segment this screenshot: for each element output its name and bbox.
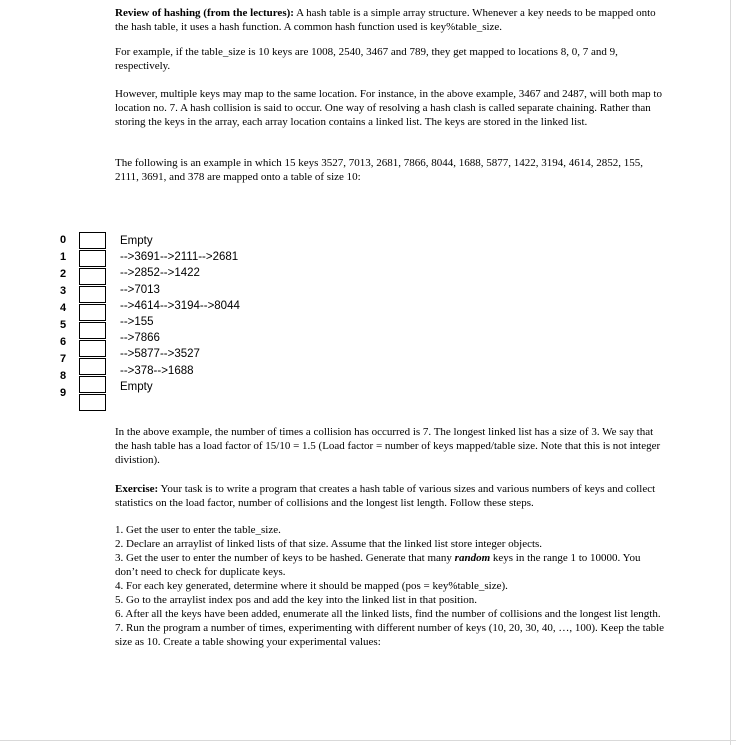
table-slot (79, 358, 106, 375)
step-3-text-a: 3. Get the user to enter the number of keys to be hashed. Generate that many (115, 552, 455, 564)
table-chain: -->7013 (120, 283, 160, 296)
table-chain: Empty (120, 380, 153, 393)
step-3-text-b: keys in the range 1 to 10000. You don’t need to check for duplicate keys. (115, 552, 641, 578)
table-index: 2 (59, 268, 67, 280)
table-slot (79, 286, 106, 303)
stats-paragraph: In the above example, the number of times a collision has occurred is 7. The longest linked list has a size of 3. We say that the hash table has a load factor of 15/10 = 1.5 (Load factor = number of keys mapped/table size. Note that this is not integer divistion). (115, 426, 661, 466)
review-body: A hash table is a simple array structure. Whenever a key needs to be mapped onto the hash table, it uses a hash function. A common hash function used is key%table_size. (115, 7, 656, 33)
step-item: 4. For each key generated, determine where it should be mapped (pos = key%table_size). (115, 580, 508, 592)
steps-list (115, 523, 665, 649)
table-chain: -->155 (120, 315, 154, 328)
table-chain: Empty (120, 235, 153, 247)
table-index: 1 (59, 251, 67, 263)
table-index: 9 (59, 387, 67, 399)
table-chain: -->7866 (120, 332, 160, 345)
table-chain: -->5877-->3527 (120, 348, 200, 361)
hash-table-slots (79, 232, 106, 412)
step-item: 2. Declare an arraylist of linked lists of that size. Assume that the linked list store integer objects. (115, 538, 543, 550)
hash-table-indices (56, 232, 70, 402)
table-slot (79, 232, 106, 249)
table-slot (79, 376, 106, 393)
table-index: 4 (59, 302, 67, 314)
step-item: 6. After all the keys have been added, enumerate all the linked lists, find the number of collisions and the longest list length. (115, 608, 661, 620)
table-index: 5 (59, 319, 67, 331)
table-slot (79, 268, 106, 285)
review-paragraph (115, 6, 665, 34)
table-slot (79, 394, 106, 411)
exercise-paragraph (115, 482, 665, 510)
table-chain: -->4614-->3194-->8044 (120, 299, 240, 312)
table-index: 0 (59, 234, 67, 246)
hash-table-chains (120, 233, 240, 395)
table-index: 7 (59, 353, 67, 365)
following-paragraph: The following is an example in which 15 keys 3527, 7013, 2681, 7866, 8044, 1688, 5877, 1422, 3194, 4614, 2852, 155, 2111, 3691, and 378 are mapped onto a table of size 10: (115, 157, 643, 183)
step-item: 7. Run the program a number of times, experimenting with different number of keys (10, 20, 30, 40, …, 100). Keep the table size as 10. Create a table showing your experimental values: (115, 622, 665, 648)
step-3-emphasis: random (454, 552, 491, 564)
step-item (115, 551, 665, 579)
collision-paragraph: However, multiple keys may map to the same location. For instance, in the above example, 3467 and 2487, will both map to location no. 7. A hash collision is said to occur. One way of resolving a hash clash is called separate chaining. Rather than storing the keys in the array, each array location contains a linked list. The keys are stored in the linked list. (115, 88, 662, 128)
table-slot (79, 250, 106, 267)
table-slot (79, 322, 106, 339)
exercise-body: Your task is to write a program that creates a hash table of various sizes and various numbers of keys and collect statistics on the load factor, number of collisions and the longest list length. Follow these steps. (115, 483, 656, 509)
page-bottom-border (0, 740, 736, 741)
table-index: 8 (59, 370, 67, 382)
step-item: 5. Go to the arraylist index pos and add the key into the linked list in that position. (115, 594, 478, 606)
table-index: 3 (59, 285, 67, 297)
table-chain: -->2852-->1422 (120, 267, 200, 280)
table-slot (79, 340, 106, 357)
step-item: 1. Get the user to enter the table_size. (115, 524, 281, 536)
review-heading: Review of hashing (from the lectures): (115, 7, 294, 19)
table-chain: -->378-->1688 (120, 364, 194, 377)
example-paragraph: For example, if the table_size is 10 keys are 1008, 2540, 3467 and 789, they get mapped to locations 8, 0, 7 and 9, respectively. (115, 46, 618, 72)
page-right-border (730, 0, 731, 745)
table-chain: -->3691-->2111-->2681 (120, 251, 239, 264)
table-index: 6 (59, 336, 67, 348)
exercise-heading: Exercise: (115, 483, 159, 495)
table-slot (79, 304, 106, 321)
